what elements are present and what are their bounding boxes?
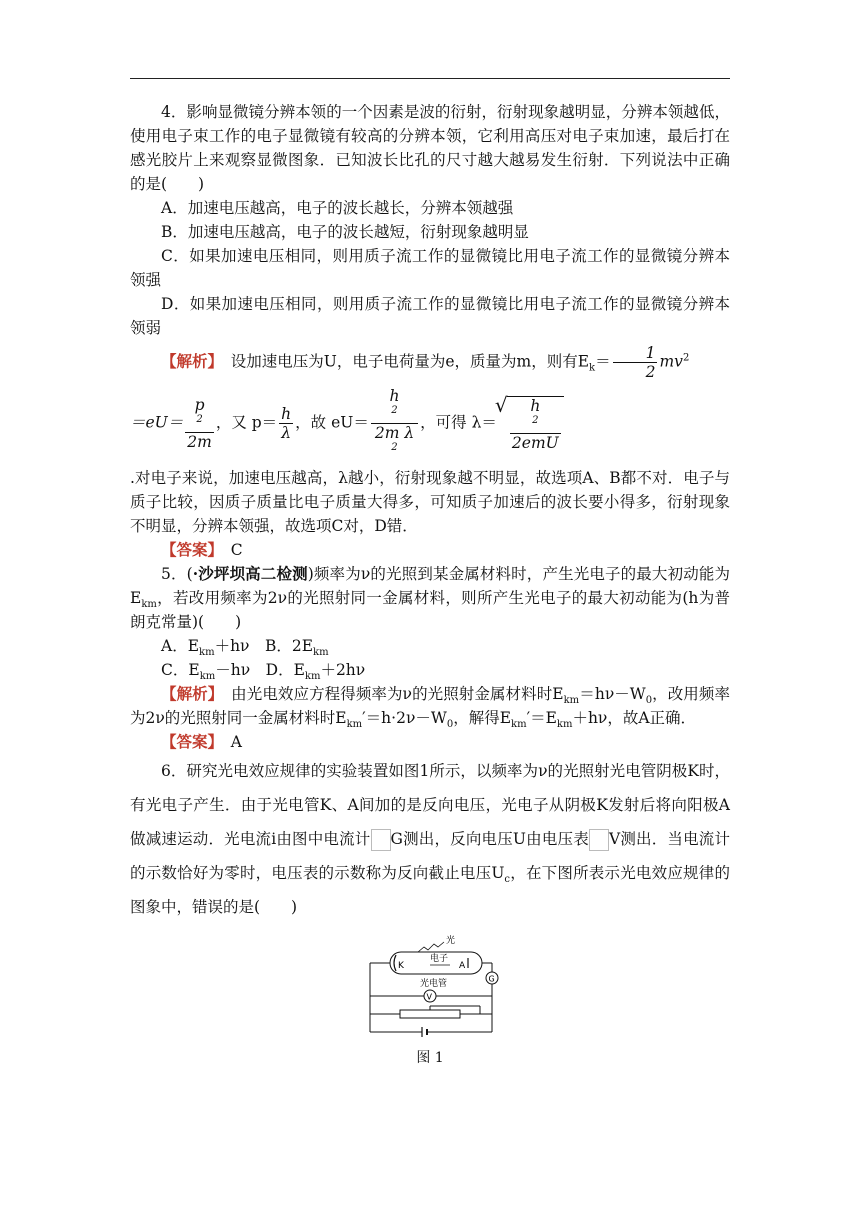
fraction-half: $\frac{1}{2}$ — [613, 344, 658, 381]
question-5-stem: 5．(·沙坪坝高二检测)频率为ν的光照到某金属材料时，产生光电子的最大初动能为$E_{km}$，若改用频率为2ν的光照射同一金属材料，则所产生光电子的最大初动能为(h为普朗克常量)( ) — [130, 564, 730, 631]
light-label: 光 — [446, 936, 456, 946]
svg-text:G: G — [488, 974, 495, 984]
figure-caption: 图 1 — [416, 1050, 444, 1066]
ammeter-placeholder — [371, 829, 391, 851]
light-wave-icon — [418, 942, 444, 952]
analysis-tag: 【解析】 — [161, 351, 216, 371]
rheostat — [400, 1010, 460, 1018]
anode-label: A — [459, 961, 466, 971]
subscript: k — [589, 362, 596, 374]
q4-answer: 【答案】 C — [161, 540, 243, 559]
cathode-label: K — [398, 961, 404, 971]
fraction-h2-2mlambda2: h $^2$ 2m λ $^2$ — [371, 387, 418, 460]
voltmeter-placeholder — [589, 829, 609, 851]
q4-option-b: B．加速电压越高，电子的波长越短，衍射现象越明显 — [161, 223, 529, 241]
q5-answer: 【答案】 A — [161, 732, 242, 751]
q4-option-d: D．如果加速电压相同，则用质子流工作的显微镜比用电子流工作的显微镜分辨本领弱 — [130, 295, 730, 337]
fraction-h-lambda: $\frac{h}{\lambda}$ — [281, 405, 292, 442]
header-rule — [130, 78, 730, 79]
q4-analysis-line-1: 【解析】 设加速电压为U，电子电荷量为e，质量为m，则有$E_k=$ $\frac{1}{2}$ $mv^2$ — [161, 344, 690, 381]
q4-analysis-text-2: .对电子来说，加速电压越高，λ越小，衍射现象越不明显，故选项A、B都不对．电子与质子比较，因质子质量比电子质量大得多，可知质子加速后的波长要小得多，衍射现象不明显，分辨本领强，故选项C对，D错． — [130, 469, 730, 535]
q5-options-row-1: A．$E_{km}+h\nu$ B．$2E_{km}$ — [161, 637, 329, 659]
fraction-p2-2m: p $^2$ 2m — [187, 396, 212, 451]
q4-option-a: A．加速电压越高，电子的波长越长，分辨本领越强 — [161, 199, 514, 217]
q5-analysis: 【解析】 由光电效应方程得频率为ν的光照射金属材料时$E_{km}=h\nu-W_0$，改用频率为2ν的光照射同一金属材料时$E_{km}'=h\cdot 2\nu-W_0$，解得$E_{km}'=E_{km}+h\nu$，故A正确． — [130, 684, 730, 731]
page-content — [130, 100, 730, 1070]
cathode — [394, 955, 396, 971]
answer-tag: 【答案】 — [161, 540, 216, 559]
circuit-diagram — [360, 934, 500, 1044]
question-6-stem: 6．研究光电效应规律的实验装置如图1所示，以频率为ν的光照射光电管阴极K时，有光电子产生．由于光电管K、A间加的是反向电压，光电子从阴极K发射后将向阳极A做减速运动．光电流i由图中电流计 G测出，反向电压U由电压表 V测出．当电流计的示数恰好为零时，电压表的示数称为反向截止电压$U_c$，在下图所表示光电效应规律的图象中，错误的是( ) — [130, 762, 730, 916]
sqrt-expression: √ h $^2$ 2emU — [507, 396, 564, 452]
question-4-stem: 4．影响显微镜分辨本领的一个因素是波的衍射，衍射现象越明显，分辨本领越低，使用电子束工作的电子显微镜有较高的分辨本领，它利用高压对电子束加速，最后打在感光胶片上来观察显微图象．已知波长比孔的尺寸越大越易发生衍射．下列说法中正确的是( ) — [130, 103, 730, 193]
svg-text:V: V — [426, 992, 432, 1002]
q5-options-row-2: C．$E_{km}-h\nu$ D．$E_{km}+2h\nu$ — [161, 661, 366, 683]
q5-source: ·沙坪坝高二检测 — [192, 564, 308, 583]
q4-option-c: C．如果加速电压相同，则用质子流工作的显微镜比用电子流工作的显微镜分辨本领强 — [130, 247, 730, 289]
q4-analysis-formula: ＝eU＝ p $^2$ 2m ，又 p＝ $\frac{h}{\lambda}$ ，故 eU＝ h $^2$ 2m λ $^2$ ，可得 λ＝ √ h $^2$ 2emU — [130, 387, 730, 460]
electron-label: 电子 — [430, 954, 449, 964]
figure-1 — [360, 934, 500, 1070]
tube-label: 光电管 — [420, 979, 448, 989]
q4-analysis-text-1: 设加速电压为U，电子电荷量为e，质量为m，则有E — [215, 352, 590, 371]
